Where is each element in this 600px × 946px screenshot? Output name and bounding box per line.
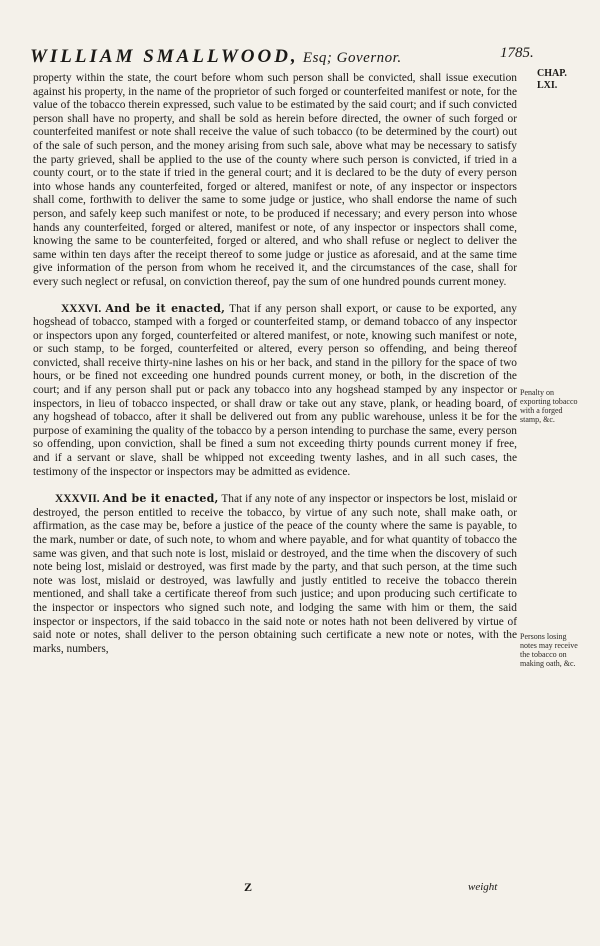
catchword: weight <box>468 881 498 893</box>
signature-mark: Z <box>244 880 253 894</box>
margin-note-lost-notes: Persons losing notes may receive the tobacco on making oath, &c. <box>520 632 578 668</box>
section-37-number: XXXVII. <box>55 493 100 506</box>
running-title-name: WILLIAM SMALLWOOD, <box>30 46 299 67</box>
section-37-enacting-clause: And be it enacted, <box>102 492 219 506</box>
chapter-label-prefix: CHAP. <box>537 68 567 79</box>
page-year: 1785. <box>500 45 534 61</box>
section-36 <box>33 302 517 480</box>
section-36-number: XXXVI. <box>61 302 102 315</box>
body-text <box>33 72 517 656</box>
section-37-text: That if any note of any inspector or inspectors be lost, mislaid or destroyed, the person entitled to receive the tobacco, by virtue of any such note, shall make oath, or affirmation, as the case may be, before a justice of the peace of the county where the same is payable, to the mark, number or date, of such note, to whom and where payable, and for what quantity of tobacco the same was given, and that such note is lost, mislaid or destroyed, and the time when the discovery of such note being lost, mislaid or destroyed, was first made by the party, and that such person, at the time such note was lost, mislaid or destroyed, was lawfully and justly entitled to receive the tobacco therein mentioned, and shall take a certificate thereof from such justice; and upon producing such certificate to the inspector or inspectors who signed such note, and lodging the same with him or them, the said inspector or inspectors, if the said tobacco in the said note or notes hath not been delivered by virtue of said note or notes, shall deliver to the person obtaining such certificate a new note or notes, with the marks, numbers, <box>33 493 517 655</box>
chapter-label <box>537 68 587 92</box>
paragraph-continuation: property within the state, the court before whom such person shall be convicted, shall issue execution against his property, in the name of the proprietor of such forged or counterfeited manifest or note, for the value of the tobacco therein expressed, such value to be estimated by the said court; and if such convicted person shall have no property, and shall be sold as herein before directed, the owner of such forged or counterfeited manifest or note shall receive the value of such tobacco (to be determined by the court) out of the sale of such person, and the money arising from such sale, above what may be necessary to satisfy the party grieved, shall be applied to the use of the county where such person is convicted, if tried in a county court, or to the state if tried in the general court; and it is declared to be the duty of every person into whose hands any counterfeited, forged or altered, manifest or note, of any inspector or inspectors shall come, forthwith to deliver the same to some judge or justice, who shall endorse the name of such person, and safely keep such manifest or note, to be produced if necessary; and every person into whose hands any counterfeited, forged or altered, manifest or note, of any inspector or inspectors shall come, knowing the same to be counterfeited, forged or altered, and who shall refuse or neglect to deliver the same within ten days after the receipt thereof to some judge or justice as aforesaid, and at the same time give information of the person from whom he received it, and the circumstances of the case, shall for every such neglect or refusal, on conviction thereof, pay the sum of one hundred pounds current money. <box>33 72 517 288</box>
section-36-enacting-clause: And be it enacted, <box>105 301 226 315</box>
section-36-text: That if any person shall export, or cause to be exported, any hogshead of tobacco, stamped with a forged or counterfeited stamp, or demand tobacco of any inspector or inspectors upon any forged, counterfeited or altered manifest, or note, knowing such manifest or note, or such stamp, to be forged, counterfeited or altered, every person so offending, and being thereof convicted, shall receive thirty-nine lashes on his or her back, and stand in the pillory for the space of two hours, or be fined not exceeding one hundred pounds current money, or both, in the discretion of the court; and if any person shall put or pack any tobacco into any hogshead stamped by any inspector or inspectors, in lieu of tobacco inspected, or shall draw or take out any stave, plank, or heading board, of any hogshead of tobacco, after it shall be delivered out from any public warehouse, unless it be for the purpose of examining the quality of the tobacco by a person intending to purchase the same, every person so offending, upon conviction, shall be fined a sum not exceeding thirty pounds current money if free, and if a servant or slave, shall be whipped not exceeding twenty lashes, and in all such cases, the testimony of the inspector or inspectors may be admitted as evidence. <box>33 302 517 478</box>
running-title <box>30 46 402 68</box>
section-37 <box>33 492 517 656</box>
margin-note-penalty: Penalty on exporting tobacco with a forged stamp, &c. <box>520 388 578 424</box>
chapter-label-number: LXI. <box>537 80 558 91</box>
running-title-office: Esq; Governor. <box>298 50 402 66</box>
